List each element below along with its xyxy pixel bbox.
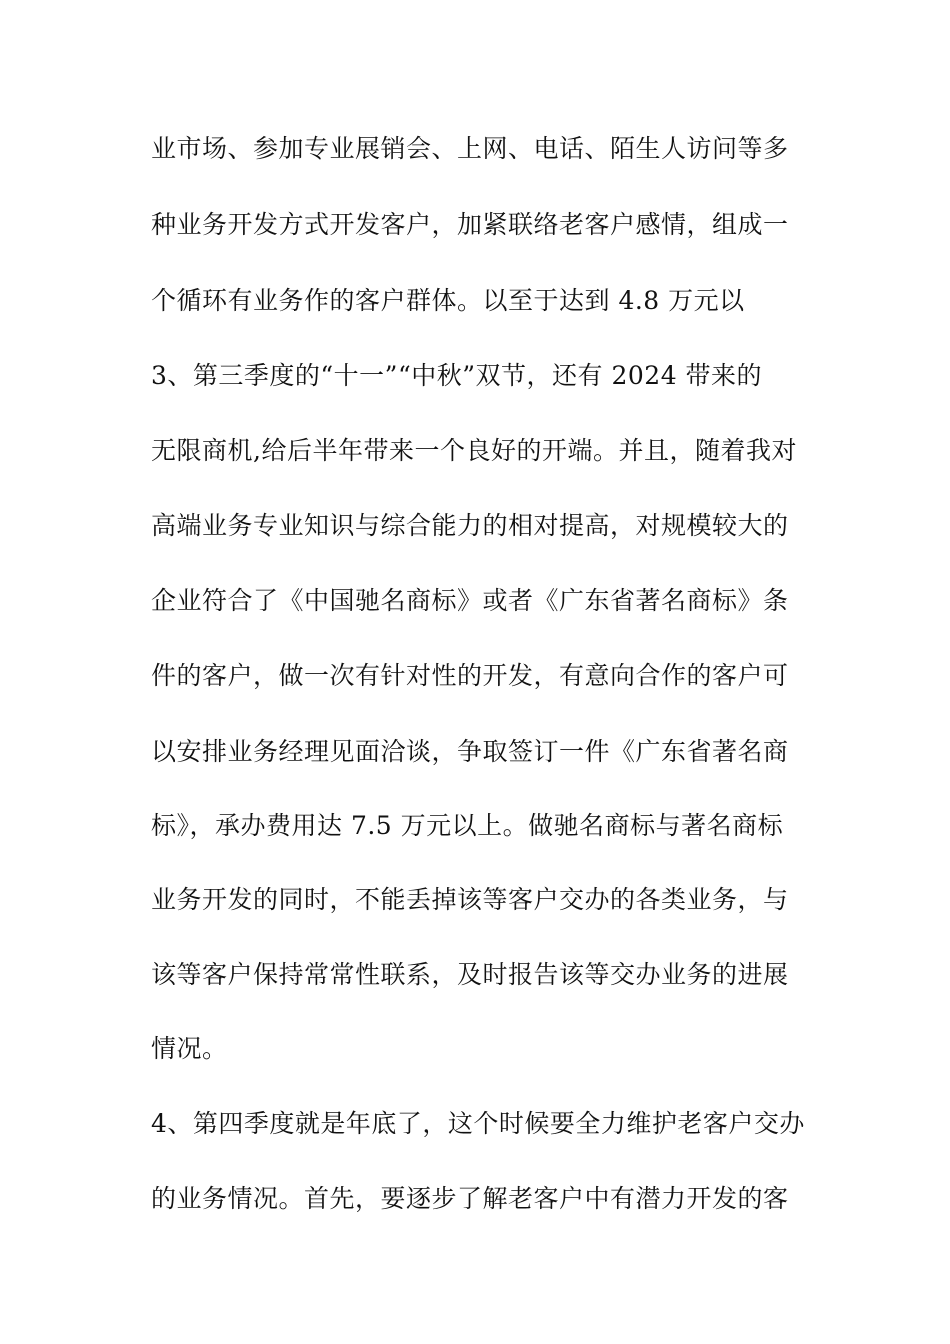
section-heading-line: 4、第四季度就是年底了，这个时候要全力维护老客户交办 bbox=[151, 1109, 805, 1138]
text-line: 以安排业务经理见面洽谈，争取签订一件《广东省著名商 bbox=[151, 737, 789, 766]
text-line: 情况。 bbox=[151, 1034, 228, 1063]
text-line: 种业务开发方式开发客户，加紧联络老客户感情，组成一 bbox=[151, 210, 789, 239]
text-line: 件的客户，做一次有针对性的开发，有意向合作的客户可 bbox=[151, 661, 789, 690]
text-line: 个循环有业务作的客户群体。以至于达到 4.8 万元以 bbox=[151, 286, 745, 315]
text-line: 的业务情况。首先，要逐步了解老客户中有潜力开发的客 bbox=[151, 1184, 789, 1213]
text-line: 企业符合了《中国驰名商标》或者《广东省著名商标》条 bbox=[151, 586, 789, 615]
text-line: 业市场、参加专业展销会、上网、电话、陌生人访问等多 bbox=[151, 134, 789, 163]
text-line: 无限商机,给后半年带来一个良好的开端。并且，随着我对 bbox=[151, 436, 797, 465]
section-heading-line: 3、第三季度的“十一”“中秋”双节，还有 2024 带来的 bbox=[151, 361, 763, 390]
text-line: 业务开发的同时，不能丢掉该等客户交办的各类业务，与 bbox=[151, 885, 789, 914]
text-line: 该等客户保持常常性联系，及时报告该等交办业务的进展 bbox=[151, 960, 789, 989]
text-line: 标》，承办费用达 7.5 万元以上。做驰名商标与著名商标 bbox=[151, 811, 784, 840]
text-line: 高端业务专业知识与综合能力的相对提高，对规模较大的 bbox=[151, 511, 789, 540]
